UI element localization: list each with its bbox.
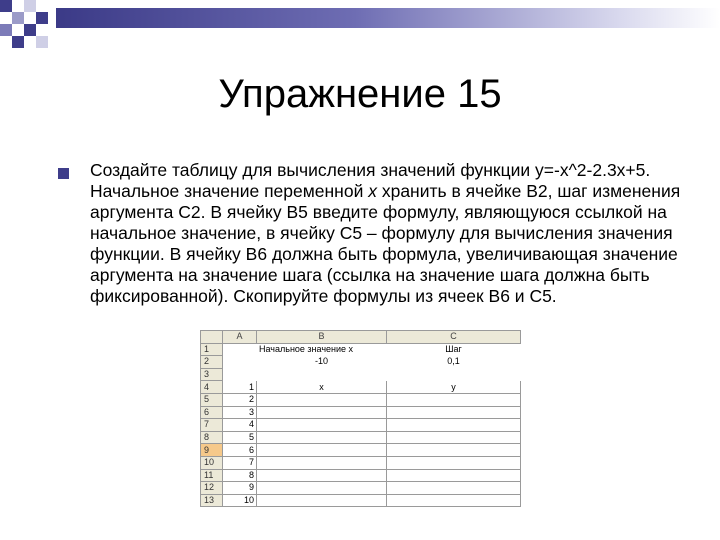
cell-c[interactable] — [387, 368, 521, 381]
row-header[interactable]: 7 — [201, 419, 223, 432]
table-row — [201, 444, 521, 457]
column-header-b[interactable]: B — [257, 331, 387, 344]
row-header[interactable]: 12 — [201, 482, 223, 495]
decor-square — [24, 0, 36, 12]
cell-b[interactable] — [257, 482, 387, 495]
cell-b[interactable] — [257, 368, 387, 381]
row-header[interactable]: 13 — [201, 494, 223, 507]
table-row — [201, 456, 521, 469]
row-header[interactable]: 11 — [201, 469, 223, 482]
cell-c[interactable] — [387, 393, 521, 406]
variable-x: x — [368, 181, 377, 201]
cell-c[interactable] — [387, 406, 521, 419]
cell-a[interactable]: 5 — [223, 431, 257, 444]
table-row — [201, 431, 521, 444]
cell-a[interactable]: 10 — [223, 494, 257, 507]
slide-title: Упражнение 15 — [218, 72, 502, 116]
column-header-row — [201, 331, 521, 344]
table-row — [201, 343, 521, 356]
cell-a[interactable]: 9 — [223, 482, 257, 495]
cell-a[interactable]: 4 — [223, 419, 257, 432]
table-row — [201, 482, 521, 495]
exercise-text-part2: хранить в ячейке B2, шаг изменения аргумента C2. В ячейку B5 введите формулу, являющуюся ссылкой на начальное значение, в ячейку C5 – формулу для вычисления значения функции. В ячейку B6 должна быть формула, увеличивающая значение аргумента на значение шага (ссылка на значение шага должна быть фиксированной). Скопируйте формулы из ячеек B6 и C5. — [90, 181, 681, 306]
cell-a[interactable] — [223, 368, 257, 381]
exercise-text — [90, 160, 695, 307]
cell-b[interactable]: Начальное значение x — [257, 343, 387, 356]
cell-c[interactable] — [387, 444, 521, 457]
decor-square — [0, 0, 12, 12]
cell-b[interactable] — [257, 494, 387, 507]
cell-b[interactable] — [257, 431, 387, 444]
cell-b[interactable] — [257, 406, 387, 419]
decor-square — [36, 12, 48, 24]
row-header[interactable]: 8 — [201, 431, 223, 444]
table-row — [201, 356, 521, 369]
table-row — [201, 368, 521, 381]
decor-square — [24, 24, 36, 36]
row-header[interactable]: 2 — [201, 356, 223, 369]
header-gradient-bar — [56, 8, 720, 28]
row-header[interactable]: 3 — [201, 368, 223, 381]
cell-a[interactable]: 8 — [223, 469, 257, 482]
cell-a[interactable]: 7 — [223, 456, 257, 469]
cell-a[interactable] — [223, 356, 257, 369]
cell-a[interactable]: 2 — [223, 393, 257, 406]
cell-c[interactable]: Шаг — [387, 343, 521, 356]
decor-square — [12, 36, 24, 48]
row-header[interactable]: 5 — [201, 393, 223, 406]
cell-b[interactable] — [257, 444, 387, 457]
cell-c[interactable] — [387, 419, 521, 432]
cell-a[interactable]: 1 — [223, 381, 257, 394]
cell-c[interactable] — [387, 456, 521, 469]
cell-b[interactable]: -10 — [257, 356, 387, 369]
row-header[interactable]: 4 — [201, 381, 223, 394]
cell-b[interactable] — [257, 456, 387, 469]
cell-c[interactable] — [387, 469, 521, 482]
bullet-square-icon — [58, 168, 69, 179]
cell-b[interactable] — [257, 469, 387, 482]
decor-square — [36, 36, 48, 48]
cell-a[interactable]: 3 — [223, 406, 257, 419]
spreadsheet-table — [200, 330, 521, 507]
row-header[interactable]: 1 — [201, 343, 223, 356]
cell-a[interactable] — [223, 343, 257, 356]
table-row — [201, 393, 521, 406]
row-header[interactable]: 10 — [201, 456, 223, 469]
table-row — [201, 381, 521, 394]
cell-b[interactable] — [257, 419, 387, 432]
cell-c[interactable]: 0,1 — [387, 356, 521, 369]
cell-c[interactable] — [387, 431, 521, 444]
row-header[interactable]: 6 — [201, 406, 223, 419]
spreadsheet-body — [201, 343, 521, 507]
table-row — [201, 469, 521, 482]
cell-b[interactable]: x — [257, 381, 387, 394]
row-header[interactable]: 9 — [201, 444, 223, 457]
column-header-a[interactable]: A — [223, 331, 257, 344]
decor-square — [12, 12, 24, 24]
cell-c[interactable]: y — [387, 381, 521, 394]
table-row — [201, 406, 521, 419]
exercise-text-part1: Создайте таблицу для вычисления значений функции y=-x^2-2.3x+5. Начальное значение переменной — [90, 160, 651, 201]
cell-c[interactable] — [387, 482, 521, 495]
cell-b[interactable] — [257, 393, 387, 406]
column-header-c[interactable]: C — [387, 331, 521, 344]
select-all-corner[interactable] — [201, 331, 223, 344]
cell-a[interactable]: 6 — [223, 444, 257, 457]
table-row — [201, 494, 521, 507]
table-row — [201, 419, 521, 432]
cell-c[interactable] — [387, 494, 521, 507]
decor-square — [0, 24, 12, 36]
